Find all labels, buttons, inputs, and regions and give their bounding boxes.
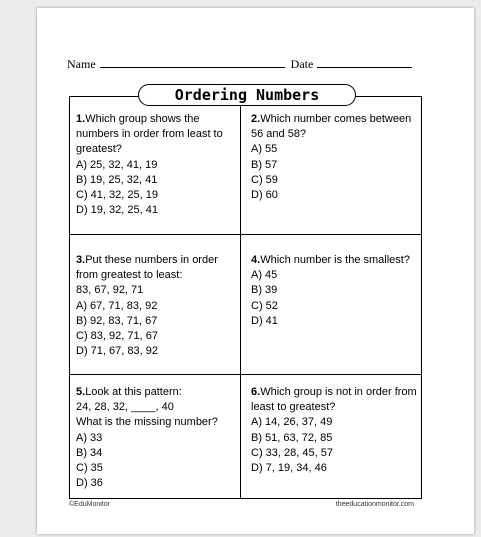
option-d: D) 71, 67, 83, 92 [76,345,158,358]
question-number: 3. [76,254,86,266]
question-subtext: What is the missing number? [76,416,218,429]
option-a: A) 55 [251,143,278,156]
footer-copyright: ©EduMonitor [69,501,110,508]
question-6 [251,385,417,476]
option-a: A) 45 [251,269,278,282]
name-label: Name [67,57,96,71]
question-number: 2. [251,113,261,125]
question-text: Which group shows the numbers in order from least to greatest? [76,113,223,156]
footer-website: theeducationmonitor.com [335,501,414,508]
option-c: C) 41, 32, 25, 19 [76,189,158,202]
option-b: B) 39 [251,284,278,297]
question-4 [251,253,417,329]
option-a: A) 67, 71, 83, 92 [76,299,158,312]
question-number: 1. [76,113,86,125]
option-b: B) 51, 63, 72, 85 [251,431,333,444]
question-2 [251,112,417,203]
number-set: 83, 67, 92, 71 [76,284,144,297]
option-c: C) 52 [251,299,278,312]
option-b: B) 92, 83, 71, 67 [76,314,158,327]
date-label: Date [290,57,314,71]
option-d: D) 36 [76,477,103,490]
question-number: 6. [251,386,261,398]
option-c: C) 33, 28, 45, 57 [251,446,333,459]
option-c: C) 83, 92, 71, 67 [76,330,158,343]
option-d: D) 19, 32, 25, 41 [76,204,158,217]
number-pattern: 24, 28, 32, ____, 40 [76,401,174,414]
date-blank-line [317,56,412,68]
worksheet-page [37,8,474,534]
option-a: A) 14, 26, 37, 49 [251,416,333,429]
option-b: B) 34 [76,446,103,459]
question-number: 5. [76,386,86,398]
question-1 [76,112,242,218]
question-number: 4. [251,254,261,266]
question-text: Which number comes between 56 and 58? [251,113,412,141]
grid-divider-row-2 [70,374,421,375]
option-c: C) 59 [251,173,278,186]
option-d: D) 60 [251,189,278,202]
worksheet-title: Ordering Numbers [138,84,356,106]
option-d: D) 41 [251,314,278,327]
option-d: D) 7, 19, 34, 46 [251,462,327,475]
question-5 [76,385,242,491]
question-text: Put these numbers in order from greatest to least: [76,254,218,282]
question-text: Which number is the smallest? [260,254,410,266]
grid-divider-row-1 [70,234,421,235]
question-3 [76,253,242,359]
name-blank-line [100,56,285,68]
option-c: C) 35 [76,462,103,475]
question-text: Which group is not in order from least to greatest? [251,386,417,414]
name-date-row [67,56,412,72]
option-a: A) 25, 32, 41, 19 [76,158,158,171]
option-b: B) 19, 25, 32, 41 [76,173,158,186]
option-b: B) 57 [251,158,278,171]
option-a: A) 33 [76,431,103,444]
question-text: Look at this pattern: [85,386,182,398]
